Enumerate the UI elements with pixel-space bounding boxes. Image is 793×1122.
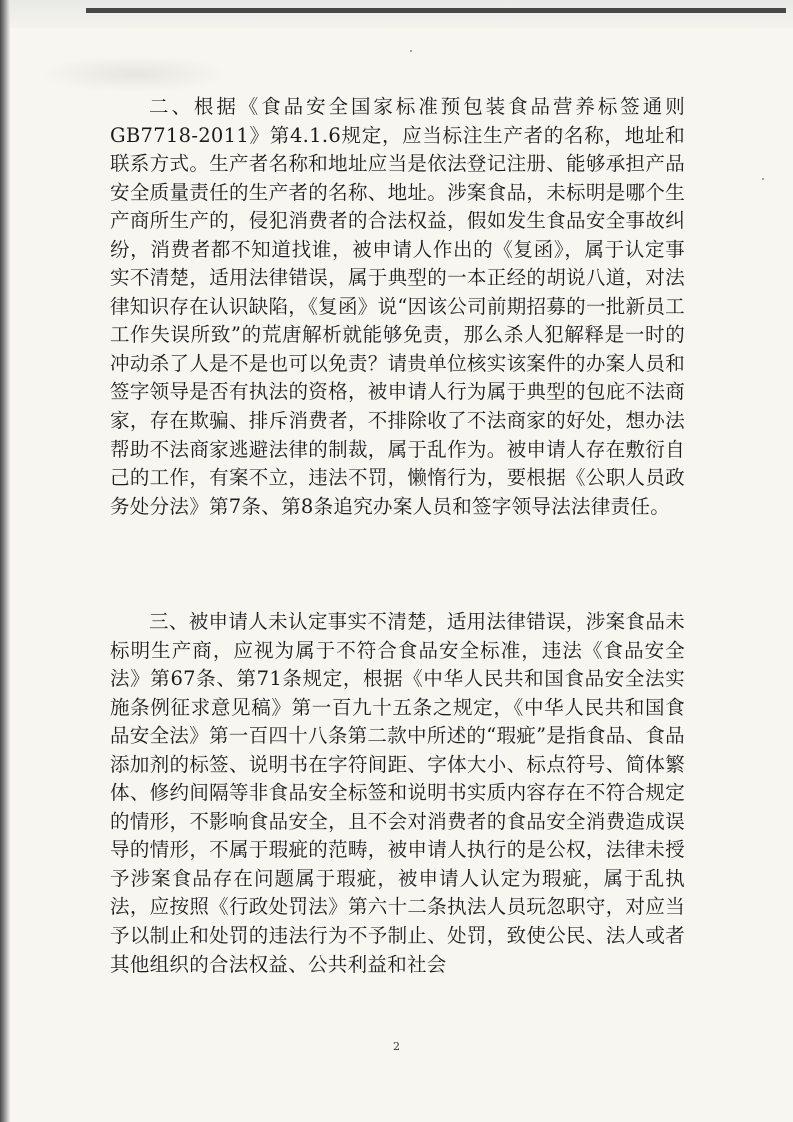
paragraph-section-two: 二、根据《食品安全国家标准预包装食品营养标签通则GB7718-2011》第4.1.6规定，应当标注生产者的名称，地址和联系方式。生产者名称和地址应当是依法登记注册、能够承担产品安全质量责任的生产者的名称、地址。涉案食品，未标明是哪个生产商所生产的，侵犯消费者的合法权益，假如发生食品安全事故纠纷，消费者都不知道找谁，被申请人作出的《复函》，属于认定事实不清楚，适用法律错误，属于典型的一本正经的胡说八道，对法律知识存在认识缺陷，《复函》说“因该公司前期招募的一批新员工工作失误所致”的荒唐解析就能够免责，那么杀人犯解释是一时的冲动杀了人是不是也可以免责？请贵单位核实该案件的办案人员和签字领导是否有执法的资格，被申请人行为属于典型的包庇不法商家，存在欺骗、排斥消费者，不排除收了不法商家的好处，想办法帮助不法商家逃避法律的制裁，属于乱作为。被申请人存在敷衍自己的工作，有案不立，违法不罚，懒惰行为，要根据《公职人员政务处分法》第7条、第8条追究办案人员和签字领导法法律责任。 (110, 95, 685, 518)
paragraph-section-three: 三、被申请人未认定事实不清楚，适用法律错误，涉案食品未标明生产商，应视为属于不符合食品安全标准，违法《食品安全法》第67条、第71条规定，根据《中华人民共和国食品安全法实施条例征求意见稿》第一百九十五条之规定，《中华人民共和国食品安全法》第一百四十八条第二款中所述的“瑕疵”是指食品、食品添加剂的标签、说明书在字符间距、字体大小、标点符号、简体繁体、修约间隔等非食品安全标签和说明书实质内容存在不符合规定的情形，不影响食品安全，且不会对消费者的食品安全消费造成误导的情形，不属于瑕疵的范畴，被申请人执行的是公权，法律未授予涉案食品存在问题属于瑕疵，被申请人认定为瑕疵，属于乱执法，应按照《行政处罚法》第六十二条执法人员玩忽职守，对应当予以制止和处罚的违法行为不予制止、处罚，致使公民、法人或者其他组织的合法权益、公共利益和社会 (110, 610, 685, 976)
page-number: 2 (393, 1040, 400, 1053)
